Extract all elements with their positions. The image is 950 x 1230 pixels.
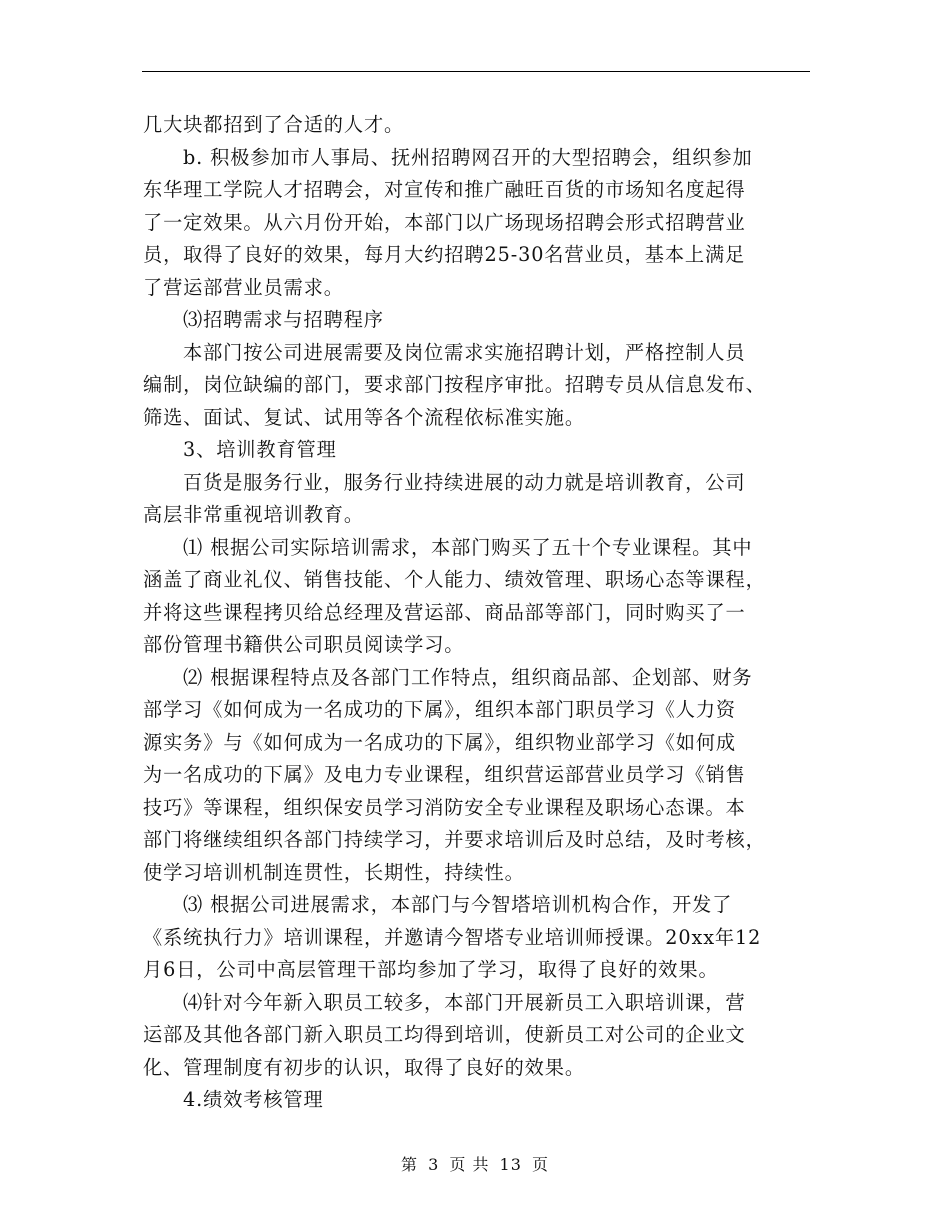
text-line: 部门将继续组织各部门持续学习，并要求培训后及时总结，及时考核， (143, 828, 766, 851)
text-line: 东华理工学院人才招聘会，对宣传和推广融旺百货的市场知名度起得 (143, 178, 746, 201)
text-line: 百货是服务行业，服务行业持续进展的动力就是培训教育，公司 (183, 470, 746, 494)
text-line: 《系统执行力》培训课程，并邀请今智塔专业培训师授课。20xx年12 (143, 925, 762, 949)
footer-total-pages: 13 (499, 1155, 522, 1174)
text-line: 使学习培训机制连贯性，长期性，持续性。 (143, 860, 525, 884)
text-line: 3、培训教育管理 (183, 438, 337, 461)
text-line: 编制，岗位缺编的部门，要求部门按程序审批。招聘专员从信息发布、 (143, 373, 766, 396)
text-line: 月6日，公司中高层管理干部均参加了学习，取得了良好的效果。 (143, 958, 719, 981)
footer-prefix: 第 (400, 1155, 418, 1174)
header-rule (142, 71, 810, 72)
footer-suffix: 页 (532, 1155, 550, 1174)
text-line: ⑴ 根据公司实际培训需求，本部门购买了五十个专业课程。其中 (183, 535, 753, 559)
text-line: 运部及其他各部门新入职员工均得到培训，使新员工对公司的企业文 (143, 1023, 746, 1046)
footer-page-number: 3 (428, 1155, 440, 1174)
text-line: ⑷针对今年新入职员工较多，本部门开展新员工入职培训课，营 (183, 990, 746, 1014)
text-line: 化、管理制度有初步的认识，取得了良好的效果。 (143, 1055, 585, 1079)
text-line: ⑶ 根据公司进展需求，本部门与今智塔培训机构合作，开发了 (183, 893, 733, 916)
text-line: 涵盖了商业礼仪、销售技能、个人能力、绩效管理、职场心态等课程， (143, 568, 766, 591)
page-footer (0, 1152, 950, 1175)
text-line: ⑶招聘需求与招聘程序 (183, 308, 384, 331)
footer-middle: 页 共 (449, 1155, 490, 1174)
text-line: 了一定效果。从六月份开始，本部门以广场现场招聘会形式招聘营业 (143, 210, 746, 234)
text-line: 为一名成功的下属》及电力专业课程，组织营运部营业员学习《销售 (143, 763, 746, 786)
text-line: 部学习《如何成为一名成功的下属》，组织本部门职员学习《人力资 (143, 698, 737, 721)
text-line: 员，取得了良好的效果，每月大约招聘25-30名营业员，基本上满足 (143, 243, 746, 266)
text-line: 并将这些课程拷贝给总经理及营运部、商品部等部门，同时购买了一 (143, 600, 746, 624)
text-line: 了营运部营业员需求。 (143, 275, 344, 299)
text-line: b. 积极参加市人事局、抚州招聘网召开的大型招聘会，组织参加 (183, 145, 753, 169)
document-body (143, 109, 811, 1117)
text-line: ⑵ 根据课程特点及各部门工作特点，组织商品部、企划部、财务 (183, 665, 753, 689)
text-line: 筛选、面试、复试、试用等各个流程依标准实施。 (143, 405, 585, 429)
text-line: 高层非常重视培训教育。 (143, 503, 364, 526)
text-line: 几大块都招到了合适的人才。 (143, 113, 405, 136)
text-line: 部份管理书籍供公司职员阅读学习。 (143, 633, 465, 656)
text-line: 技巧》等课程，组织保安员学习消防安全专业课程及职场心态课。本 (143, 795, 746, 819)
text-line: 4.绩效考核管理 (183, 1088, 324, 1111)
text-line: 源实务》与《如何成为一名成功的下属》，组织物业部学习《如何成 (143, 730, 737, 754)
text-line: 本部门按公司进展需要及岗位需求实施招聘计划，严格控制人员 (183, 340, 746, 364)
